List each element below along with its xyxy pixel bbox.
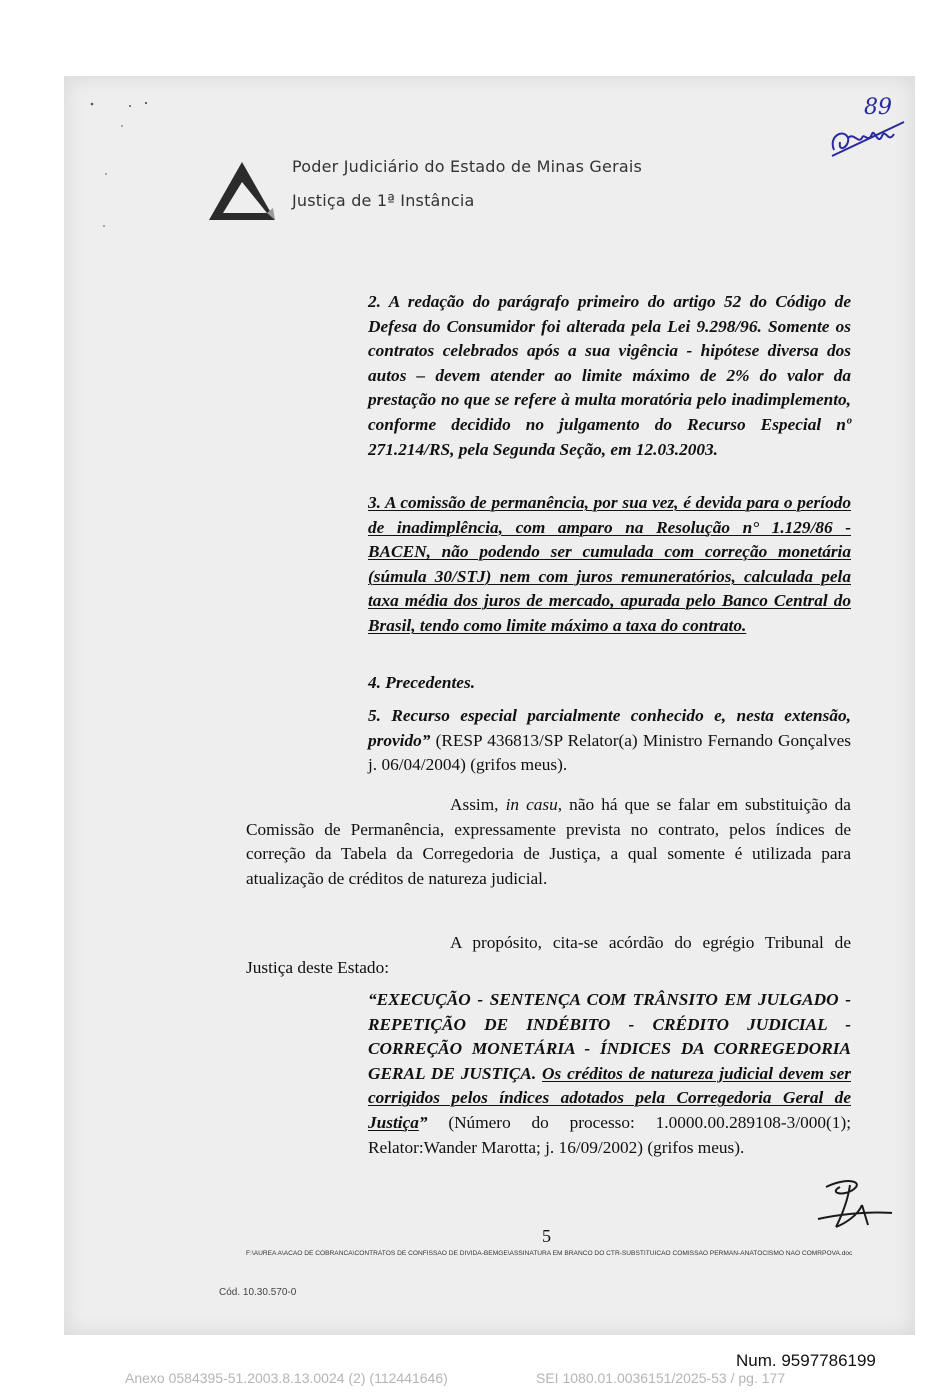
file-path-footer: F:\AUREA A\ACAO DE COBRANCA\CONTRATOS DE CONFISSAO DE DIVIDA-BEMGE\ASSINATURA EM BRANCO DO CTR-SUBSTITUICAO COMISSAO PERMAN-ANATOCISMO NAO COMRPOVA.doc bbox=[246, 1250, 853, 1257]
quote-acordao-underlined: Os créditos de natureza judicial devem ser corrigidos pelos índices adotados pela Corregedoria Geral de Justiça bbox=[368, 1063, 851, 1132]
quote-item-3 bbox=[368, 491, 851, 639]
quote-item-5 bbox=[368, 704, 851, 778]
quote-acordao bbox=[368, 988, 851, 1160]
paragraph-assim-latin: in casu bbox=[505, 795, 558, 814]
document-number-stamp: Num. 9597786199 bbox=[736, 1351, 876, 1370]
header-instance: Justiça de 1ª Instância bbox=[292, 191, 475, 210]
tjmg-triangle-logo bbox=[207, 160, 277, 222]
handwritten-rubric-signature bbox=[824, 88, 910, 168]
quote-item-3-text: 3. A comissão de permanência, por sua vez, é devida para o período de inadimplência, com amparo na Resolução n° 1.129/86 - BACEN, não podendo ser cumulada com correção monetária (súmula 30/STJ) nem com juros remuneratórios, calculada pela taxa média dos juros de mercado, apurada pelo Banco Central do Brasil, tendo como limite máximo a taxa do contrato. bbox=[368, 493, 851, 635]
form-code: Cód. 10.30.570-0 bbox=[219, 1287, 297, 1298]
header-court-name: Poder Judiciário do Estado de Minas Gerais bbox=[292, 157, 643, 176]
sei-stamp: SEI 1080.01.0036151/2025-53 / pg. 177 bbox=[536, 1370, 786, 1386]
quote-acordao-close: ” bbox=[418, 1112, 428, 1132]
scan-specks bbox=[86, 96, 166, 236]
annex-stamp: Anexo 0584395-51.2003.8.13.0024 (2) (112441646) bbox=[125, 1370, 448, 1386]
quote-item-5-reference: (RESP 436813/SP Relator(a) Ministro Fernando Gonçalves j. 06/04/2004) (grifos meus). bbox=[368, 730, 851, 775]
paragraph-assim bbox=[246, 793, 851, 891]
paragraph-proposito: A propósito, cita-se acórdão do egrégio Tribunal de Justiça deste Estado: bbox=[246, 933, 851, 977]
quote-item-2: 2. A redação do parágrafo primeiro do artigo 52 do Código de Defesa do Consumidor foi alterada pela Lei 9.298/96. Somente os contratos celebrados após a sua vigência - hipótese diversa dos autos – devem atender ao limite máximo de 2% do valor da prestação no que se refere à multa moratória pelo inadimplemento, conforme decidido no julgamento do Recurso Especial nº 271.214/RS, pela Segunda Seção, em 12.03.2003. bbox=[368, 292, 851, 459]
page-number: 5 bbox=[542, 1226, 551, 1246]
paragraph-assim-rest: , não há que se falar em substituição da Comissão de Permanência, expressamente prevista no contrato, pelos índices de correção da Tabela da Corregedoria de Justiça, a qual somente é utilizada para atualização de créditos de natureza judicial. bbox=[246, 795, 851, 888]
quote-item-5-emphasis: 5. Recurso especial parcialmente conhecido e, nesta extensão, provido” bbox=[368, 706, 851, 750]
paragraph-assim-start: Assim, bbox=[450, 795, 506, 814]
svg-text:89: 89 bbox=[864, 95, 892, 120]
quote-item-4: 4. Precedentes. bbox=[368, 673, 476, 692]
quote-acordao-reference: (Número do processo: 1.0000.00.289108-3/000(1); Relator:Wander Marotta; j. 16/09/2002) (grifos meus). bbox=[368, 1112, 851, 1157]
handwritten-signature bbox=[806, 1175, 898, 1237]
quote-acordao-headnote: “EXECUÇÃO - SENTENÇA COM TRÂNSITO EM JULGADO - REPETIÇÃO DE INDÉBITO - CRÉDITO JUDICIAL - CORREÇÃO MONETÁRIA - ÍNDICES DA CORREGEDORIA GERAL DE JUSTIÇA. bbox=[368, 990, 851, 1083]
